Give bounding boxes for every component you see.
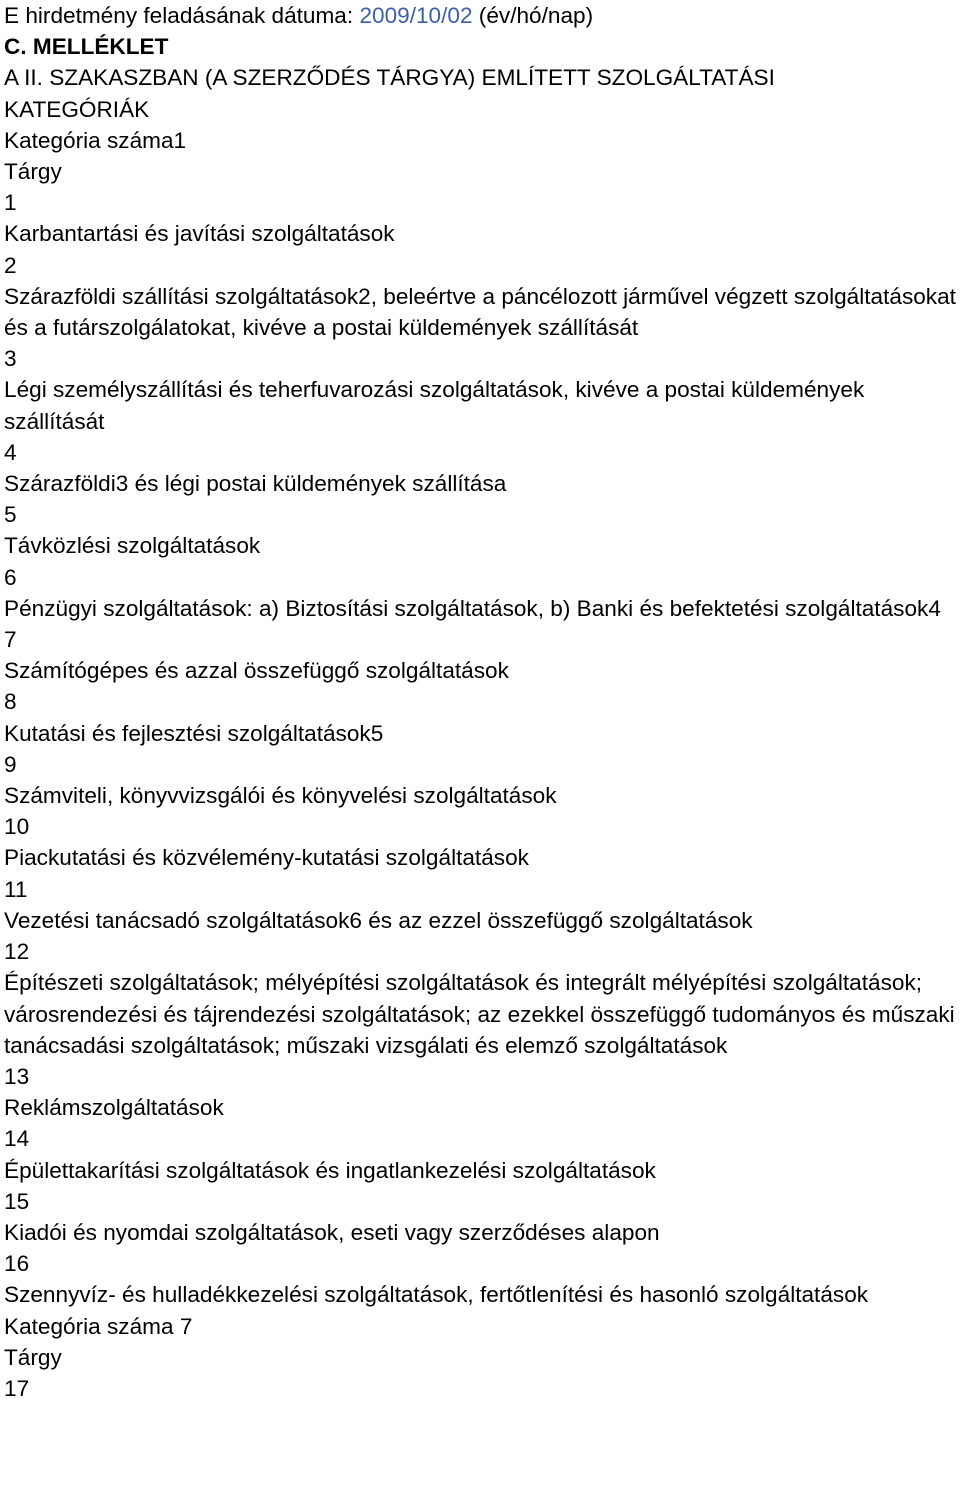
category-number-header: Kategória száma1	[4, 127, 187, 153]
category-text: Légi személyszállítási és teherfuvarozási szolgáltatások, kivéve a postai küldemények szállítását	[4, 377, 865, 434]
category-number: 3	[4, 346, 17, 372]
category-number: 10	[4, 814, 30, 840]
category-number: 5	[4, 502, 17, 528]
date-label: E hirdetmény feladásának dátuma:	[4, 3, 360, 28]
category-text: Reklámszolgáltatások	[4, 1095, 224, 1121]
category-number: 4	[4, 439, 17, 465]
annex-subtitle-line2: KATEGÓRIÁK	[4, 96, 150, 122]
category-number: 14	[4, 1126, 30, 1152]
category-number-header-2: Kategória száma 7	[4, 1313, 193, 1339]
category-number: 12	[4, 939, 30, 965]
annex-title: C. MELLÉKLET	[4, 34, 169, 60]
category-number: 1	[4, 190, 17, 216]
category-text: Építészeti szolgáltatások; mélyépítési szolgáltatások és integrált mélyépítési szolgáltatások; városrendezési és tájrendezési szolgáltatások; az ezekkel összefüggő tudományos és műszaki tanácsadási szolgáltatások; műszaki vizsgálati és elemző szolgáltatások	[4, 970, 955, 1058]
category-text: Szennyvíz- és hulladékkezelési szolgáltatások, fertőtlenítési és hasonló szolgáltatások	[4, 1282, 869, 1308]
category-text: Kutatási és fejlesztési szolgáltatások5	[4, 720, 384, 746]
annex-subtitle-line1: A II. SZAKASZBAN (A SZERZŐDÉS TÁRGYA) EMLÍTETT SZOLGÁLTATÁSI	[4, 65, 775, 91]
category-text: Távközlési szolgáltatások	[4, 533, 261, 559]
category-number: 17	[4, 1375, 30, 1401]
document	[4, 0, 958, 1404]
date-format: (év/hó/nap)	[472, 3, 594, 28]
category-text: Szárazföldi3 és légi postai küldemények szállítása	[4, 471, 507, 497]
category-number: 6	[4, 564, 17, 590]
publication-date-line	[4, 0, 958, 31]
category-number: 11	[4, 876, 28, 902]
subject-header: Tárgy	[4, 159, 62, 185]
category-number: 16	[4, 1251, 30, 1277]
category-number: 9	[4, 751, 17, 777]
category-text: Épülettakarítási szolgáltatások és ingatlankezelési szolgáltatások	[4, 1157, 656, 1183]
subject-header-2: Tárgy	[4, 1344, 62, 1370]
category-number: 13	[4, 1063, 30, 1089]
date-value: 2009/10/02	[359, 3, 473, 28]
category-number: 2	[4, 252, 17, 278]
category-number: 8	[4, 689, 17, 715]
category-text: Pénzügyi szolgáltatások: a) Biztosítási szolgáltatások, b) Banki és befektetési szolgáltatások4	[4, 595, 941, 621]
category-number: 15	[4, 1188, 30, 1214]
category-text: Vezetési tanácsadó szolgáltatások6 és az ezzel összefüggő szolgáltatások	[4, 907, 753, 933]
category-number: 7	[4, 627, 17, 653]
category-text: Karbantartási és javítási szolgáltatások	[4, 221, 395, 247]
category-text: Számviteli, könyvvizsgálói és könyvelési szolgáltatások	[4, 783, 557, 809]
category-text: Piackutatási és közvélemény-kutatási szolgáltatások	[4, 845, 529, 871]
category-text: Szárazföldi szállítási szolgáltatások2, beleértve a páncélozott járművel végzett szolgáltatásokat és a futárszolgálatokat, kivéve a postai küldemények szállítását	[4, 283, 956, 341]
category-text: Számítógépes és azzal összefüggő szolgáltatások	[4, 658, 509, 684]
category-list	[4, 187, 958, 1310]
category-text: Kiadói és nyomdai szolgáltatások, eseti vagy szerződéses alapon	[4, 1219, 660, 1245]
